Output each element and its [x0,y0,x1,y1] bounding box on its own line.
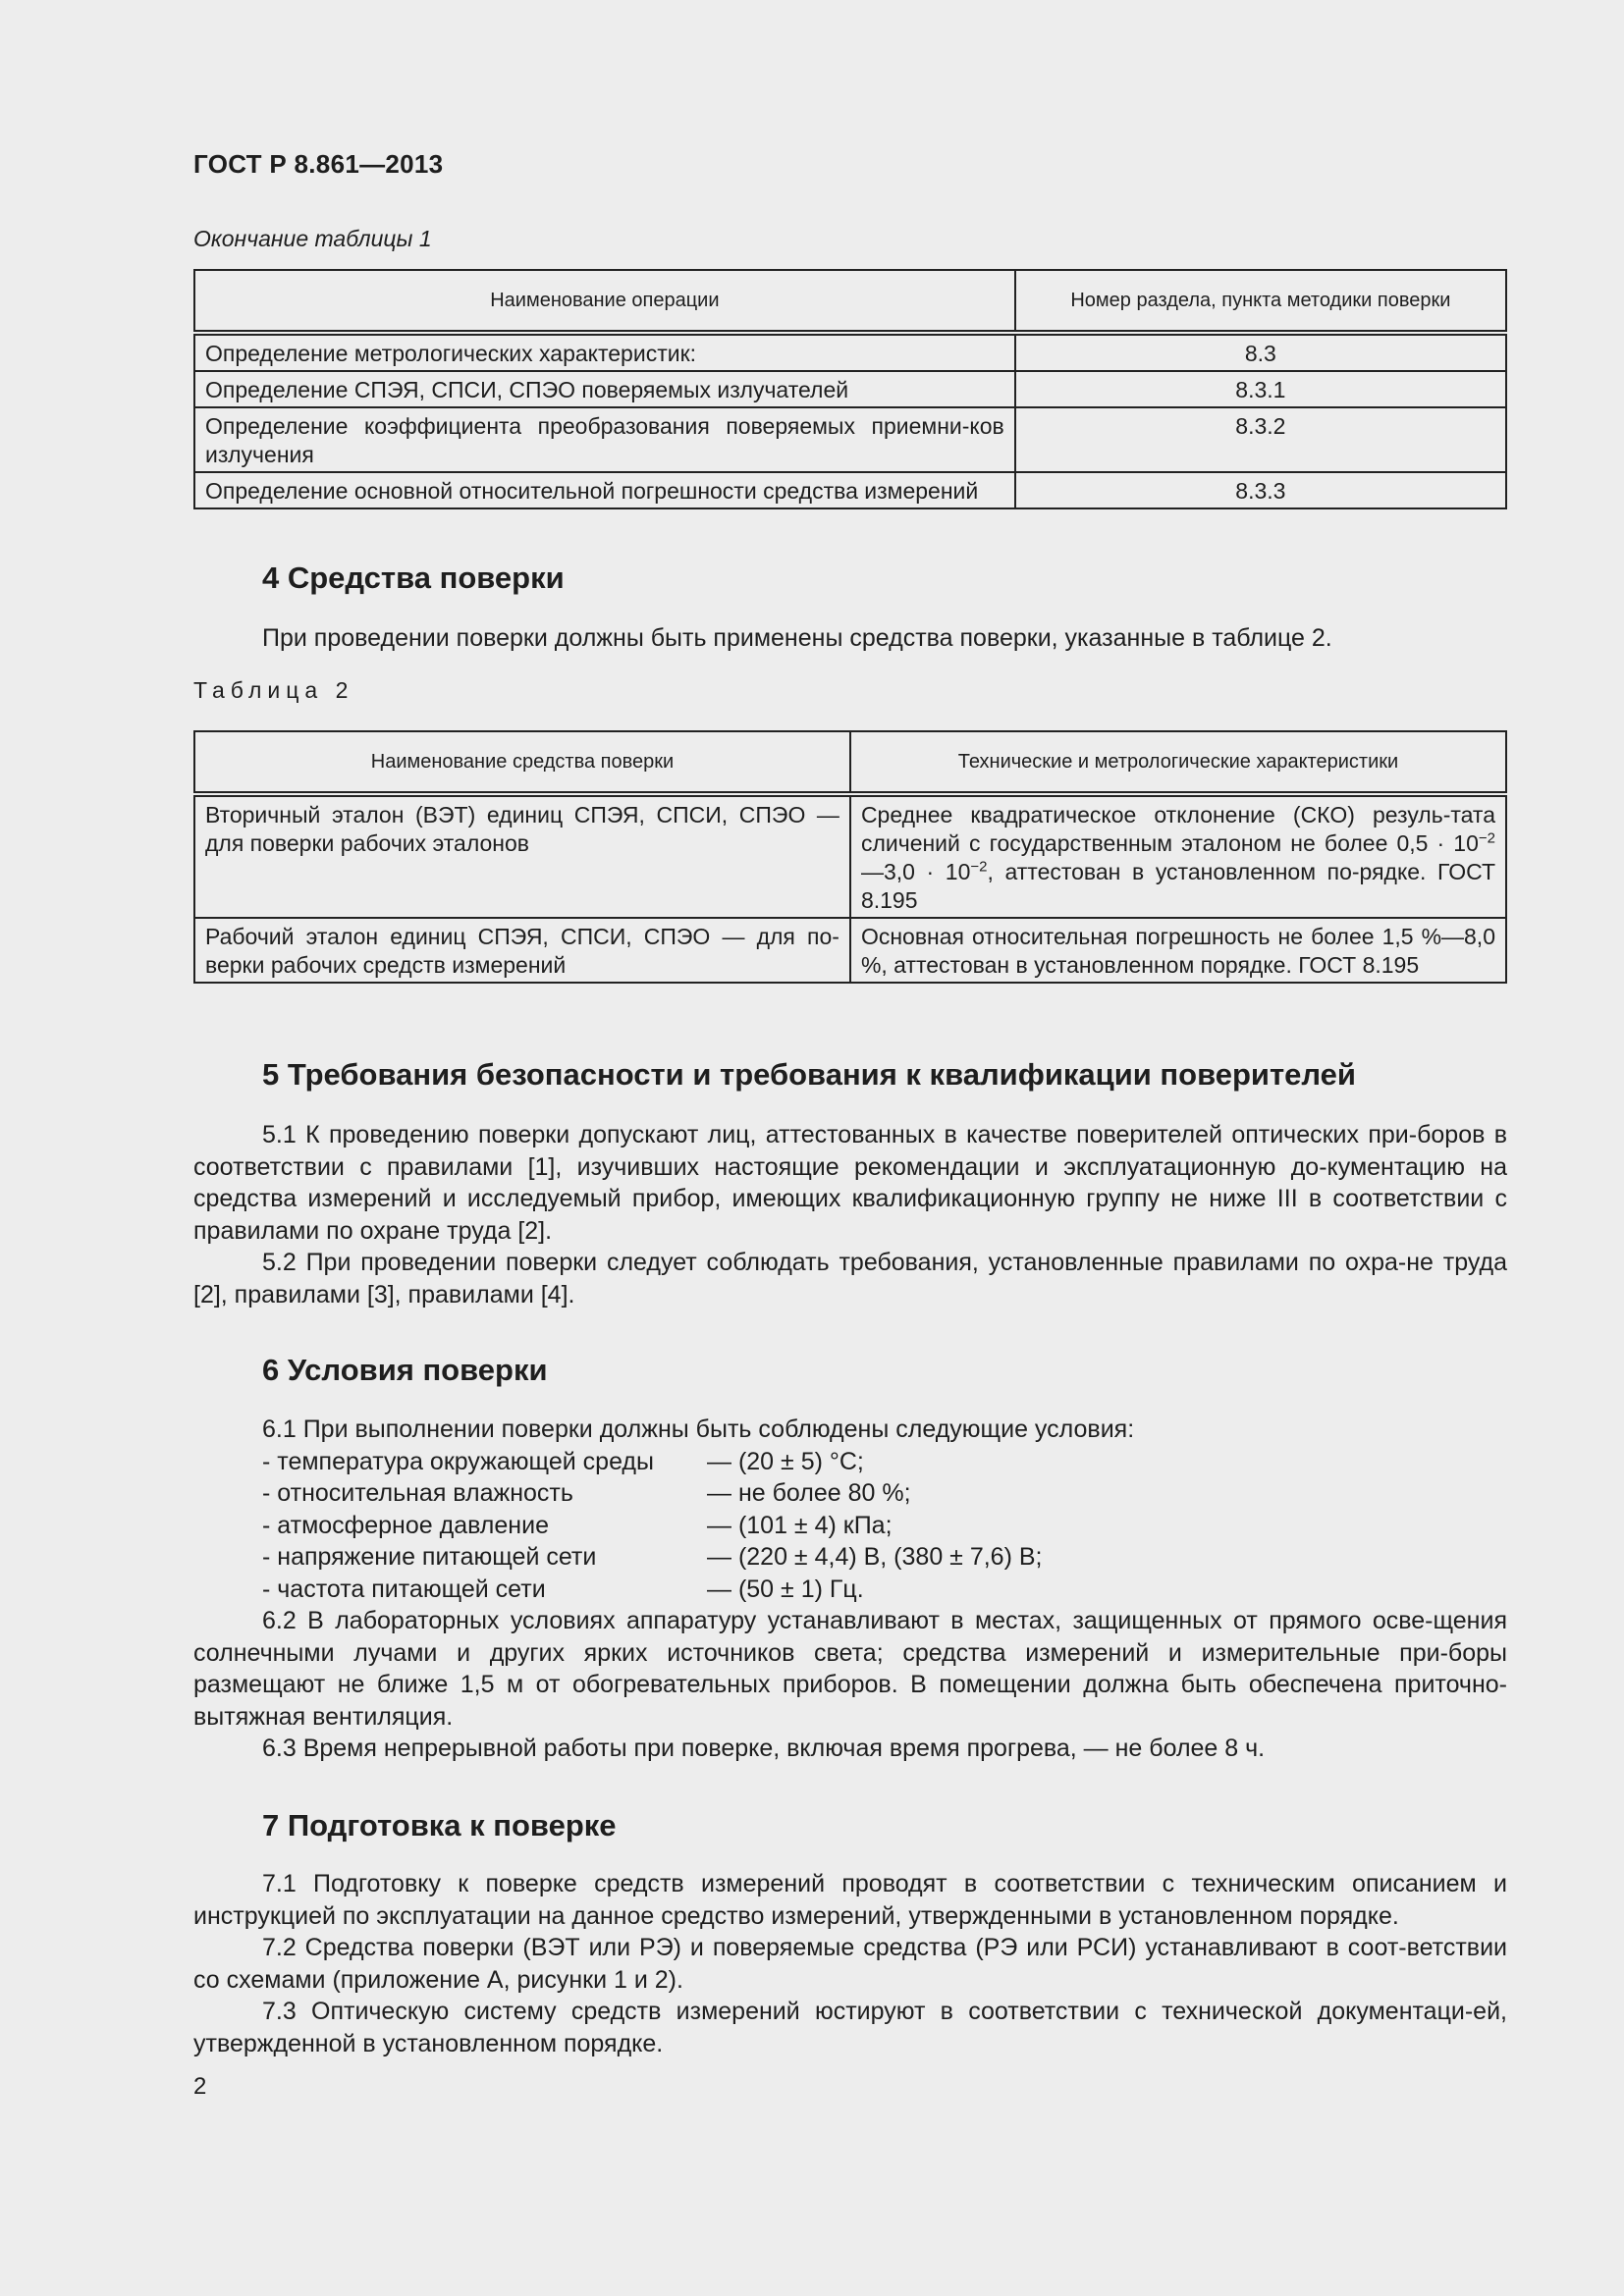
table2-col-name: Наименование средства поверки [194,731,850,794]
paragraph-7-3: 7.3 Оптическую систему средств измерений юстируют в соответствии с технической документаци-ей, утвержденной в установленном порядке. [193,1998,1507,2057]
section4-heading: 4 Средства поверки [262,561,565,595]
condition-name: - напряжение питающей сети [262,1543,597,1571]
spec-text: —3,0 · 10 [860,859,971,884]
table1-header-row [194,270,1506,333]
page-number: 2 [193,2073,207,2100]
table-row [194,472,1506,508]
table1 [193,269,1507,509]
section6-body [193,1605,1507,1765]
table1-cell-op: Определение коэффициента преобразования поверяемых приемни-ков излучения [194,407,1015,472]
table1-cell-ref: 8.3 [1015,333,1506,371]
spec-text: , аттестован в установленном по-рядке. ГОСТ 8.195 [860,859,1496,913]
condition-row [193,1510,1134,1542]
table-row [194,407,1506,472]
table1-cell-ref: 8.3.3 [1015,472,1506,508]
condition-value: — (220 ± 4,4) В, (380 ± 7,6) В; [707,1543,1043,1571]
table1-caption: Окончание таблицы 1 [193,226,432,251]
table2-header-row [194,731,1506,794]
paragraph-6-1: 6.1 При выполнении поверки должны быть соблюдены следующие условия: [262,1415,1135,1443]
condition-row [193,1477,1134,1510]
paragraph-6-3: 6.3 Время непрерывной работы при поверке, включая время прогрева, — не более 8 ч. [262,1735,1266,1762]
table2-cell-spec: Основная относительная погрешность не более 1,5 %—8,0 %, аттестован в установленном порядке. ГОСТ 8.195 [850,918,1506,983]
table2-cell-name: Рабочий эталон единиц СПЭЯ, СПСИ, СПЭО — для по-верки рабочих средств измерений [194,918,850,983]
condition-name: - температура окружающей среды [262,1447,654,1475]
table2-caption: Таблица 2 [193,677,354,703]
paragraph-7-1: 7.1 Подготовку к поверке средств измерений проводят в соответствии с техническим описанием и инструкцией по эксплуатации на данное средство измерений, утвержденными в установленном порядке. [193,1870,1507,1930]
spec-text: Среднее квадратическое отклонение (СКО) резуль-тата сличений с государственным эталоном не более 0,5 · 10 [860,802,1495,856]
section7-body [193,1868,1507,2059]
condition-row [193,1574,1134,1606]
table-row [194,918,1506,983]
section4-text: При проведении поверки должны быть применены средства поверки, указанные в таблице 2. [262,624,1332,652]
table1-cell-ref: 8.3.2 [1015,407,1506,472]
document-code: ГОСТ Р 8.861—2013 [193,149,444,179]
conditions-block [193,1414,1134,1605]
section5-heading: 5 Требования безопасности и требования к квалификации поверителей [262,1057,1356,1092]
paragraph-5-1: 5.1 К проведению поверки допускают лиц, аттестованных в качестве поверителей оптических при-боров в соответствии с правилами [1], изучивших настоящие рекомендации и эксплуатационную до-кументацию на средства измерений и исследуемый прибор, имеющих квалификационную группу не ниже III в соответствии с правилами по охране труда [2]. [193,1121,1507,1245]
condition-name: - относительная влажность [262,1479,573,1507]
condition-row [193,1541,1134,1574]
spec-exponent: −2 [970,858,988,876]
condition-name: - частота питающей сети [262,1575,546,1603]
condition-value: — (20 ± 5) °С; [707,1447,864,1475]
paragraph-6-2: 6.2 В лабораторных условиях аппаратуру устанавливают в местах, защищенных от прямого осве-щения солнечными лучами и других ярких источников света; средства измерений и измерительные при-боры размещают не ближе 1,5 м от обогревательных приборов. В помещении должна быть обеспечена приточно-вытяжная вентиляция. [193,1607,1507,1731]
condition-row [193,1446,1134,1478]
paragraph-7-2: 7.2 Средства поверки (ВЭТ или РЭ) и поверяемые средства (РЭ или РСИ) устанавливают в соот-ветствии со схемами (приложение А, рисунки 1 и 2). [193,1934,1507,1994]
section6-heading: 6 Условия поверки [262,1353,548,1387]
table2 [193,730,1507,984]
table2-col-spec: Технические и метрологические характеристики [850,731,1506,794]
paragraph-5-2: 5.2 При проведении поверки следует соблюдать требования, установленные правилами по охра-не труда [2], правилами [3], правилами [4]. [193,1249,1507,1308]
table1-col-operation: Наименование операции [194,270,1015,333]
spec-exponent: −2 [1478,829,1495,847]
table2-cell-name: Вторичный эталон (ВЭТ) единиц СПЭЯ, СПСИ, СПЭО — для поверки рабочих эталонов [194,794,850,918]
table1-cell-op: Определение основной относительной погрешности средства измерений [194,472,1015,508]
section5-body [193,1119,1507,1310]
table1-cell-op: Определение СПЭЯ, СПСИ, СПЭО поверяемых излучателей [194,371,1015,407]
section7-heading: 7 Подготовка к поверке [262,1808,617,1842]
table-row [194,371,1506,407]
table-row [194,794,1506,918]
table1-cell-ref: 8.3.1 [1015,371,1506,407]
condition-value: — (101 ± 4) кПа; [707,1511,893,1539]
table2-cell-spec [850,794,1506,918]
table-row [194,333,1506,371]
condition-name: - атмосферное давление [262,1511,549,1539]
table1-col-reference: Номер раздела, пункта методики поверки [1015,270,1506,333]
condition-value: — не более 80 %; [707,1479,911,1507]
table1-cell-op: Определение метрологических характеристик: [194,333,1015,371]
condition-value: — (50 ± 1) Гц. [707,1575,864,1603]
